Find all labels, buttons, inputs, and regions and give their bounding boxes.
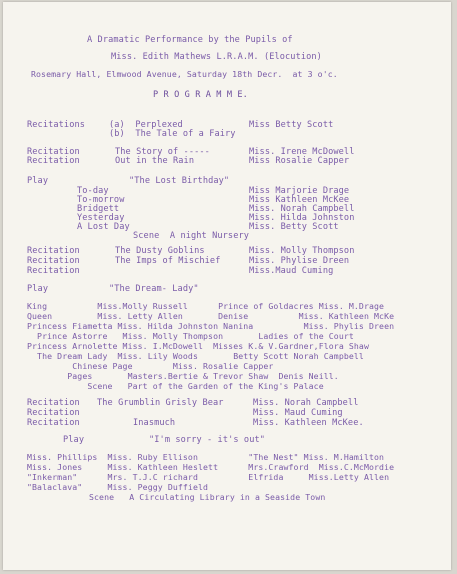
play2-scene: Scene Part of the Garden of the King's Palace <box>27 381 324 391</box>
section3-label: Recitation <box>27 418 80 428</box>
section1-item-b: (b) The Tale of a Fairy <box>109 129 236 139</box>
play2-title: "The Dream- Lady" <box>109 284 199 294</box>
play1-actor: Miss. Betty Scott <box>249 222 339 232</box>
play1-role: Yesterday <box>77 213 125 223</box>
header-line-3: Rosemary Hall, Elmwood Avenue, Saturday 18th Decr. at 3 o'c. <box>31 69 338 79</box>
programme-title: P R O G R A M M E. <box>153 90 248 100</box>
play2-cast-line: Pages Masters.Bertie & Trevor Shaw Denis Neill. <box>27 371 339 381</box>
play1-actor: Miss Marjorie Drage <box>249 186 350 196</box>
section2-performer: Miss.Maud Cuming <box>249 266 334 276</box>
play2-label: Play <box>27 284 49 294</box>
section2-label: Recitation <box>27 246 80 256</box>
section1-recitation-2: The Story of ----- <box>115 147 210 157</box>
play2-cast-line: The Dream Lady Miss. Lily Woods Betty Scott Norah Campbell <box>27 351 364 361</box>
section2-label: Recitation <box>27 256 80 266</box>
play2-cast-line: Prince Astorre Miss. Molly Thompson Ladies of the Court <box>27 331 354 341</box>
section2-performer: Miss. Phylise Dreen <box>249 256 350 266</box>
section3-label: Recitation <box>27 408 80 418</box>
play1-actor: Miss. Hilda Johnston <box>249 213 355 223</box>
play1-actor: Miss Kathleen McKee <box>249 195 350 205</box>
section1-performer-3: Miss Rosalie Capper <box>249 156 350 166</box>
play3-cast-line: "Inkerman" Mrs. T.J.C richard Elfrida Miss.Letty Allen <box>27 472 390 482</box>
section3-label: Recitation <box>27 398 80 408</box>
play2-cast-line: Chinese Page Miss. Rosalie Capper <box>27 361 274 371</box>
play2-cast-line: Princess Fiametta Miss. Hilda Johnston Nanina Miss. Phylis Dreen <box>27 321 395 331</box>
section2-label: Recitation <box>27 266 80 276</box>
section1-performer: Miss Betty Scott <box>249 120 334 130</box>
section1-performer-2: Miss. Irene McDowell <box>249 147 355 157</box>
play1-role: Bridgett <box>77 204 120 214</box>
play3-scene: Scene A Circulating Library in a Seaside Town <box>89 492 326 502</box>
section3-title: The Grumblin Grisly Bear <box>97 398 224 408</box>
play3-cast-line: "Balaclava" Miss. Peggy Duffield <box>27 482 209 492</box>
play1-role: To-morrow <box>77 195 125 205</box>
play2-cast-line: King Miss.Molly Russell Prince of Goldacres Miss. M.Drage <box>27 301 385 311</box>
section2-title: The Imps of Mischief <box>115 256 221 266</box>
play1-scene: Scene A night Nursery <box>133 231 250 241</box>
section3-performer: Miss. Maud Cuming <box>253 408 343 418</box>
play3-cast-line: Miss. Jones Miss. Kathleen Heslett Mrs.Crawford Miss.C.McMordie <box>27 462 395 472</box>
play1-role: To-day <box>77 186 109 196</box>
section1-label-2: Recitation <box>27 147 80 157</box>
play1-role: A Lost Day <box>77 222 130 232</box>
section2-title: The Dusty Goblins <box>115 246 205 256</box>
section1-recitation-3: Out in the Rain <box>115 156 195 166</box>
play3-title: "I'm sorry - it's out" <box>149 435 266 445</box>
play2-cast-line: Princess Arnolette Miss. I.McDowell Misses K.& V.Gardner,Flora Shaw <box>27 341 369 351</box>
play2-cast-line: Queen Miss. Letty Allen Denise Miss. Kathleen McKe <box>27 311 395 321</box>
play3-cast-line: Miss. Phillips Miss. Ruby Ellison "The Nest" Miss. M.Hamilton <box>27 452 385 462</box>
header-line-2: Miss. Edith Mathews L.R.A.M. (Elocution) <box>111 52 322 62</box>
play1-title: "The Lost Birthday" <box>129 176 230 186</box>
section3-performer: Miss. Kathleen McKee. <box>253 418 364 428</box>
header-line-1: A Dramatic Performance by the Pupils of <box>87 35 293 45</box>
section1-item-a: (a) Perplexed <box>109 120 183 130</box>
play1-label: Play <box>27 176 49 186</box>
play3-label: Play <box>63 435 85 445</box>
section1-label-1: Recitations <box>27 120 86 130</box>
programme-page <box>3 2 451 570</box>
section1-label-3: Recitation <box>27 156 80 166</box>
section3-title: Inasmuch <box>133 418 176 428</box>
section3-performer: Miss. Norah Campbell <box>253 398 359 408</box>
play1-actor: Miss. Norah Campbell <box>249 204 355 214</box>
section2-performer: Miss. Molly Thompson <box>249 246 355 256</box>
